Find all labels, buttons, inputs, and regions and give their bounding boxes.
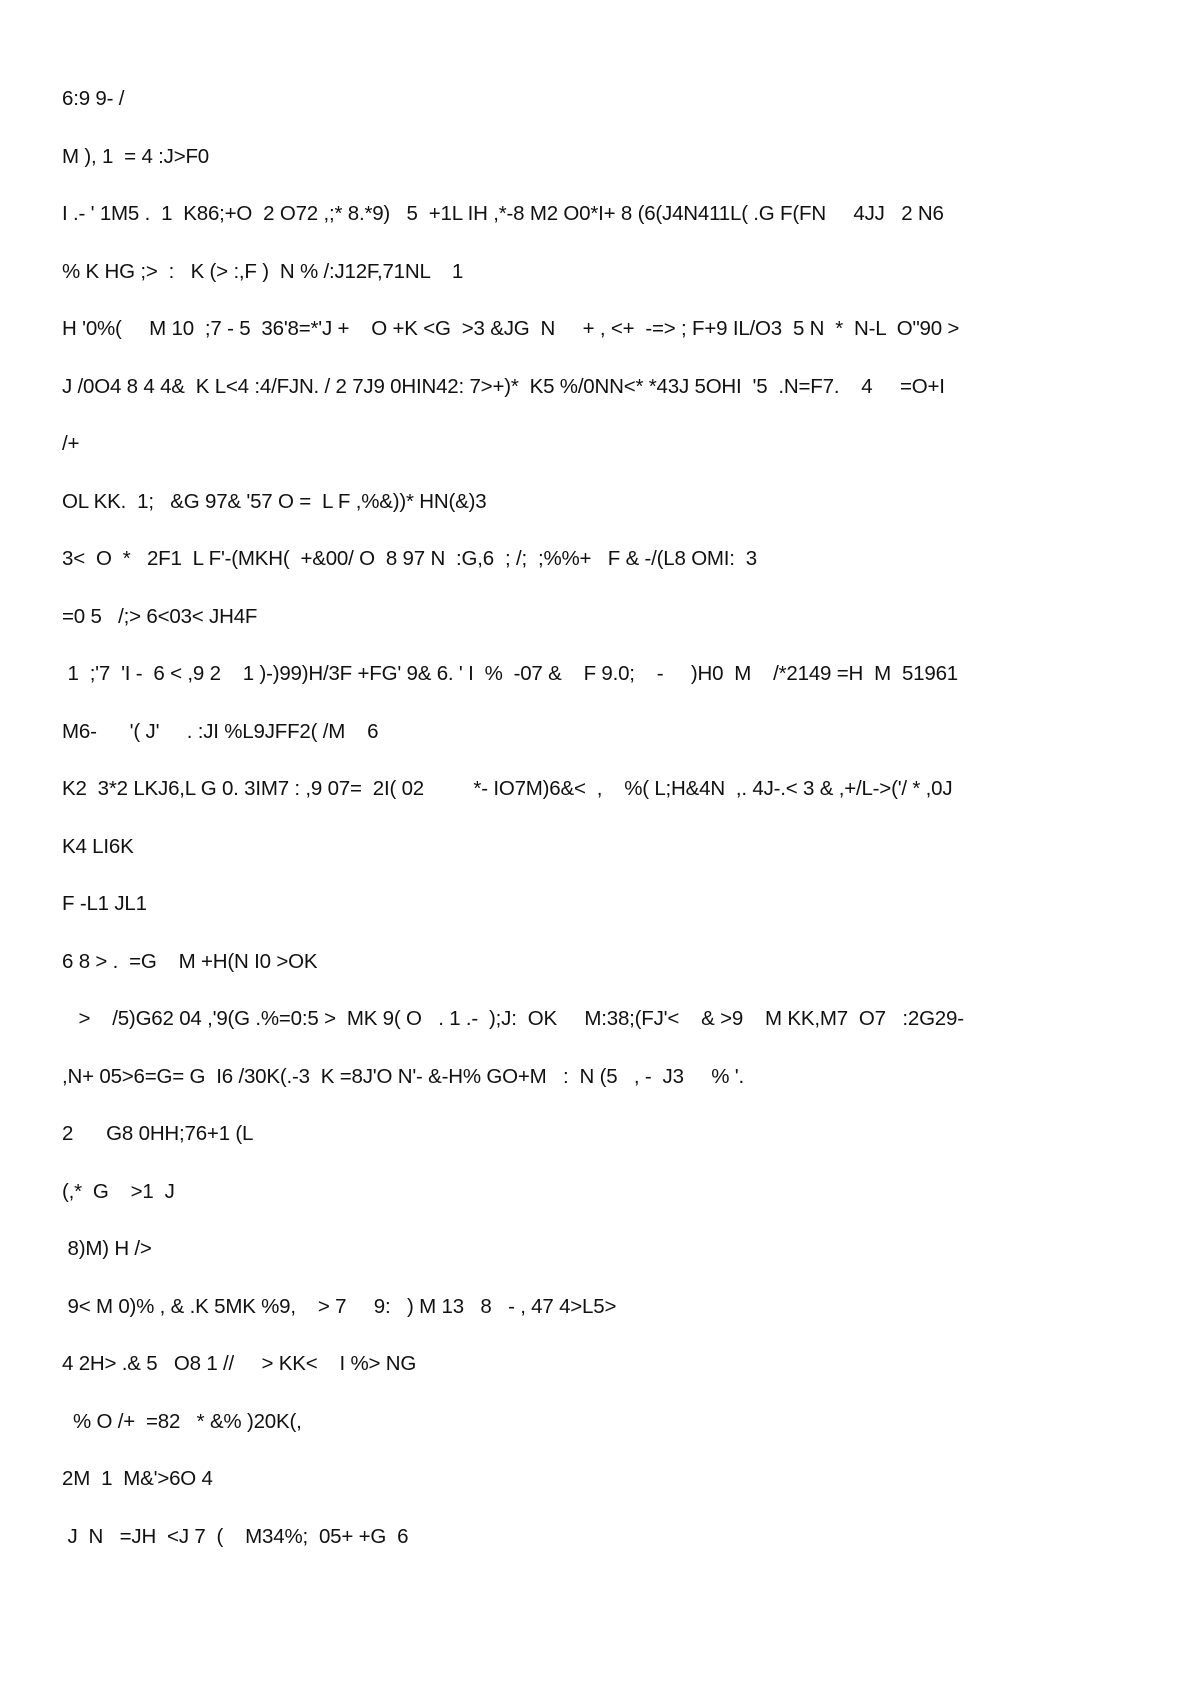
text-line: 9< M 0)% , & .K 5MK %9, > 7 9: ) M 13 8 - , 47 4>L5> <box>62 1294 617 1318</box>
text-line: I .- ' 1M5 . 1 K86;+O 2 O72 ,;* 8.*9) 5 +1L IH ,*-8 M2 O0*I+ 8 (6(J4N411L( .G F(FN 4JJ 2 N6 <box>62 202 944 225</box>
text-line: 6 8 > . =G M +H(N I0 >OK <box>62 949 318 973</box>
text-line: ,N+ 05>6=G= G I6 /30K(.-3 K =8J'O N'- &-H% GO+M : N (5 , - J3 % '. <box>62 1064 744 1088</box>
text-line: K2 3*2 LKJ6,L G 0. 3IM7 : ,9 07= 2I( 02 *- IO7M)6&< , %( L;H&4N ,. 4J-.< 3 & ,+/L->('/ * ,0J <box>62 777 953 800</box>
text-body <box>62 70 1172 1565</box>
text-line: J /0O4 8 4 4& K L<4 :4/FJN. / 2 7J9 0HIN42: 7>+)* K5 %/0NN<* *43J 5OHI '5 .N=F7. 4 =O+I <box>62 374 945 398</box>
text-line: 2M 1 M&'>6O 4 <box>62 1467 213 1490</box>
text-line: OL KK. 1; &G 97& '57 O = L F ,%&))* HN(&)3 <box>62 489 487 513</box>
text-line: 8)M) H /> <box>62 1237 152 1260</box>
text-line: M6- '( J' . :JI %L9JFF2( /M 6 <box>62 719 379 743</box>
text-line: % K HG ;> : K (> :,F ) N % /:J12F,71NL 1 <box>62 259 464 283</box>
text-line: % O /+ =82 * &% )20K(, <box>62 1409 302 1433</box>
text-line: J N =JH <J 7 ( M34%; 05+ +G 6 <box>62 1524 409 1548</box>
text-line: 4 2H> .& 5 O8 1 // > KK< I %> NG <box>62 1352 417 1375</box>
text-line: 6:9 9- / <box>62 87 125 110</box>
text-line: M ), 1 = 4 :J>F0 <box>62 144 209 168</box>
text-line: 2 G8 0HH;76+1 (L <box>62 1122 254 1145</box>
text-line: 3< O * 2F1 L F'-(MKH( +&00/ O 8 97 N :G,6 ; /; ;%%+ F & -/(L8 OMI: 3 <box>62 547 757 570</box>
text-line: /+ <box>62 432 80 455</box>
text-line: F -L1 JL1 <box>62 892 147 915</box>
text-line: K4 LI6K <box>62 834 134 858</box>
text-line: 1 ;'7 'I - 6 < ,9 2 1 )-)99)H/3F +FG' 9& 6. ' I % -07 & F 9.0; - )H0 M /*2149 =H M 51961 <box>62 662 958 685</box>
text-line: > /5)G62 04 ,'9(G .%=0:5 > MK 9( O . 1 .- );J: OK M:38;(FJ'< & >9 M KK,M7 O7 :2G29- <box>62 1007 964 1030</box>
text-line: =0 5 /;> 6<03< JH4F <box>62 604 258 628</box>
text-line: (,* G >1 J <box>62 1179 175 1203</box>
text-line: H '0%( M 10 ;7 - 5 36'8=*'J + O +K <G >3 &JG N + , <+ -=> ; F+9 IL/O3 5 N * N-L O"90 > <box>62 317 960 340</box>
